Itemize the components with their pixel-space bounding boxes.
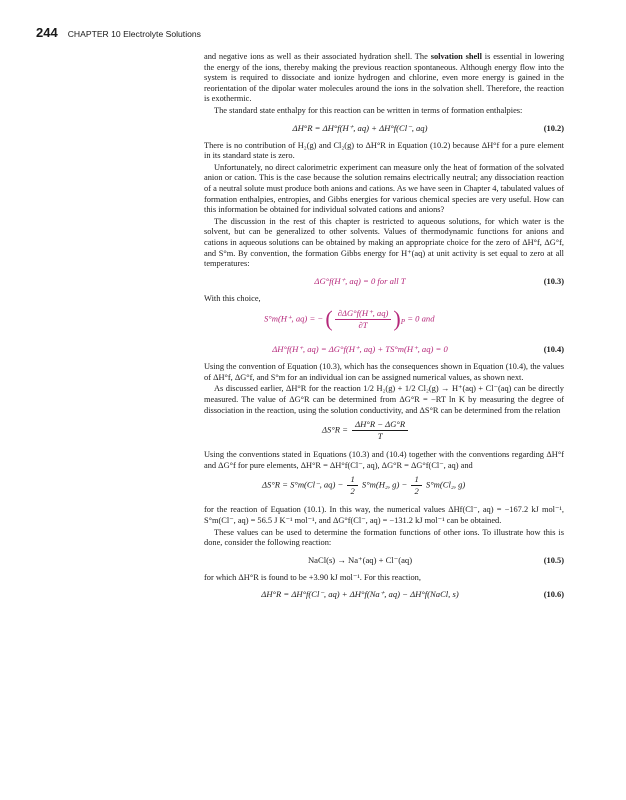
- equation-10-2: [204, 121, 564, 136]
- equation-math: ΔG°f(H⁺, aq) = 0 for all T: [314, 275, 406, 286]
- paragraph: As discussed earlier, ΔH°R for the reaction 1/2 H₂(g) + 1/2 Cl₂(g) → H⁺(aq) + Cl⁻(aq) can be directly measured. The value of ΔG°R can be determined from ΔG°R = −RT ln K by measuring the degree of dissociation in the reaction, using the solution conductivity, and ΔS°R can be determined from the relation: [204, 384, 564, 415]
- equation-number: (10.4): [543, 345, 564, 355]
- paragraph: Unfortunately, no direct calorimetric experiment can measure only the heat of formation of the solvated anion or cation. This is the case because the solution remains electrically neutral; any dissociation reaction of a neutral solute must produce both anions and cations. As we have seen in Chapter 4, tabulated values of formation enthalpies, entropies, and Gibbs energies for various chemical species are very useful. How can this information be obtained for individual solvated cations and anions?: [204, 162, 564, 215]
- equation-delta-s-r: ΔS°R = $\frac{\Delta H^\circ R - \Delta G^\circ R}{T}$: [204, 419, 564, 447]
- paragraph: The discussion in the rest of this chapter is restricted to aqueous solutions, for which water is the solvent, but can be generalized to other solvents. Values of thermodynamic functions for anions and cations in aqueous solutions can be obtained by making an appropriate choice for the zero of ΔH°f, ΔG°f, and S°m. By convention, the formation Gibbs energy for H⁺(aq) at unit activity is set equal to zero at all temperatures:: [204, 216, 564, 269]
- partial-derivative: $\frac{\partial\Delta G^\circ f(H^+, aq)}{\partial T}$: [335, 308, 392, 331]
- running-header: [36, 24, 201, 42]
- paragraph: With this choice,: [204, 293, 261, 303]
- paragraph: There is no contribution of H₂(g) and Cl₂(g) to ΔH°R in Equation (10.2) because ΔH°f for a pure element in its standard state is zero.: [204, 140, 564, 161]
- equation-entropy-reaction: ΔS°R = S°m(Cl⁻, aq) − $\frac{1}{2}$ S°m(H₂, g) − $\frac{1}{2}$ S°m(Cl₂, g): [262, 474, 466, 497]
- fraction: $\frac{\Delta H^\circ R - \Delta G^\circ R}{T}$: [352, 419, 408, 442]
- equation-number: (10.6): [543, 590, 564, 600]
- key-term: solvation shell: [430, 52, 482, 61]
- equation-10-3: [204, 274, 564, 289]
- equation-entropy-h-plus: S°m(H⁺, aq) = − ( $\frac{\partial\Delta G^\circ f(H^+, aq)}{\partial T}$ )$_P = 0$ and: [264, 306, 435, 332]
- equation-number: (10.5): [543, 555, 564, 565]
- equation-10-5: [204, 553, 564, 568]
- equation-math: ΔH°R = ΔH°f(H⁺, aq) + ΔH°f(Cl⁻, aq): [292, 122, 428, 133]
- equation-10-6: [204, 587, 564, 602]
- equation-math: ΔH°f(H⁺, aq) = ΔG°f(H⁺, aq) + TS°m(H⁺, aq) = 0: [272, 344, 448, 355]
- paragraph: and negative ions as well as their associated hydration shell. The solvation shell is essential in lowering the energy of the ions, thereby making the previous reaction spontaneous. Although energy flow into the system is required to dissociate and ionize hydrogen and chlorine, even more energy is gained in the reorientation of the dipolar water molecules around the ions in the solvation shell. Therefore, the reaction is exothermic.: [204, 52, 565, 104]
- paragraph: for the reaction of Equation (10.1). In this way, the numerical values ΔHf(Cl⁻, aq) = −167.2 kJ mol⁻¹, S°m(Cl⁻, aq) = 56.5 J K⁻¹ mol⁻¹, and ΔG°f(Cl⁻, aq) = −131.2 kJ mol⁻¹ can be obtained.: [204, 505, 564, 526]
- equation-number: (10.2): [543, 123, 564, 133]
- equation-math: ΔH°R = ΔH°f(Cl⁻, aq) + ΔH°f(Na⁺, aq) − ΔH°f(NaCl, s): [261, 589, 459, 600]
- paragraph: These values can be used to determine the formation functions of other ions. To illustrate how this is done, consider the following reaction:: [204, 527, 564, 548]
- equation-math: NaCl(s) → Na⁺(aq) + Cl⁻(aq): [307, 554, 413, 565]
- chapter-title: CHAPTER 10 Electrolyte Solutions: [67, 29, 201, 39]
- body-text: [204, 52, 564, 607]
- paragraph: Using the convention of Equation (10.3), which has the consequences shown in Equation (10.4), the values of ΔH°f, ΔG°f, and S°m for an individual ion can be assigned numerical values, as shown next.: [204, 362, 564, 382]
- page-number: 244: [36, 25, 58, 40]
- paragraph: The standard state enthalpy for this reaction can be written in terms of formation enthalpies:: [214, 105, 523, 115]
- paragraph: Using the conventions stated in Equations (10.3) and (10.4) together with the conventions regarding ΔH°f and ΔG°f for pure elements, ΔH°R = ΔH°f(Cl⁻, aq), ΔG°R = ΔG°f(Cl⁻, aq) and: [204, 450, 564, 470]
- paragraph: for which ΔH°R is found to be +3.90 kJ mol⁻¹. For this reaction,: [204, 572, 421, 582]
- equation-number: (10.3): [543, 276, 564, 286]
- equation-10-4: [204, 342, 564, 357]
